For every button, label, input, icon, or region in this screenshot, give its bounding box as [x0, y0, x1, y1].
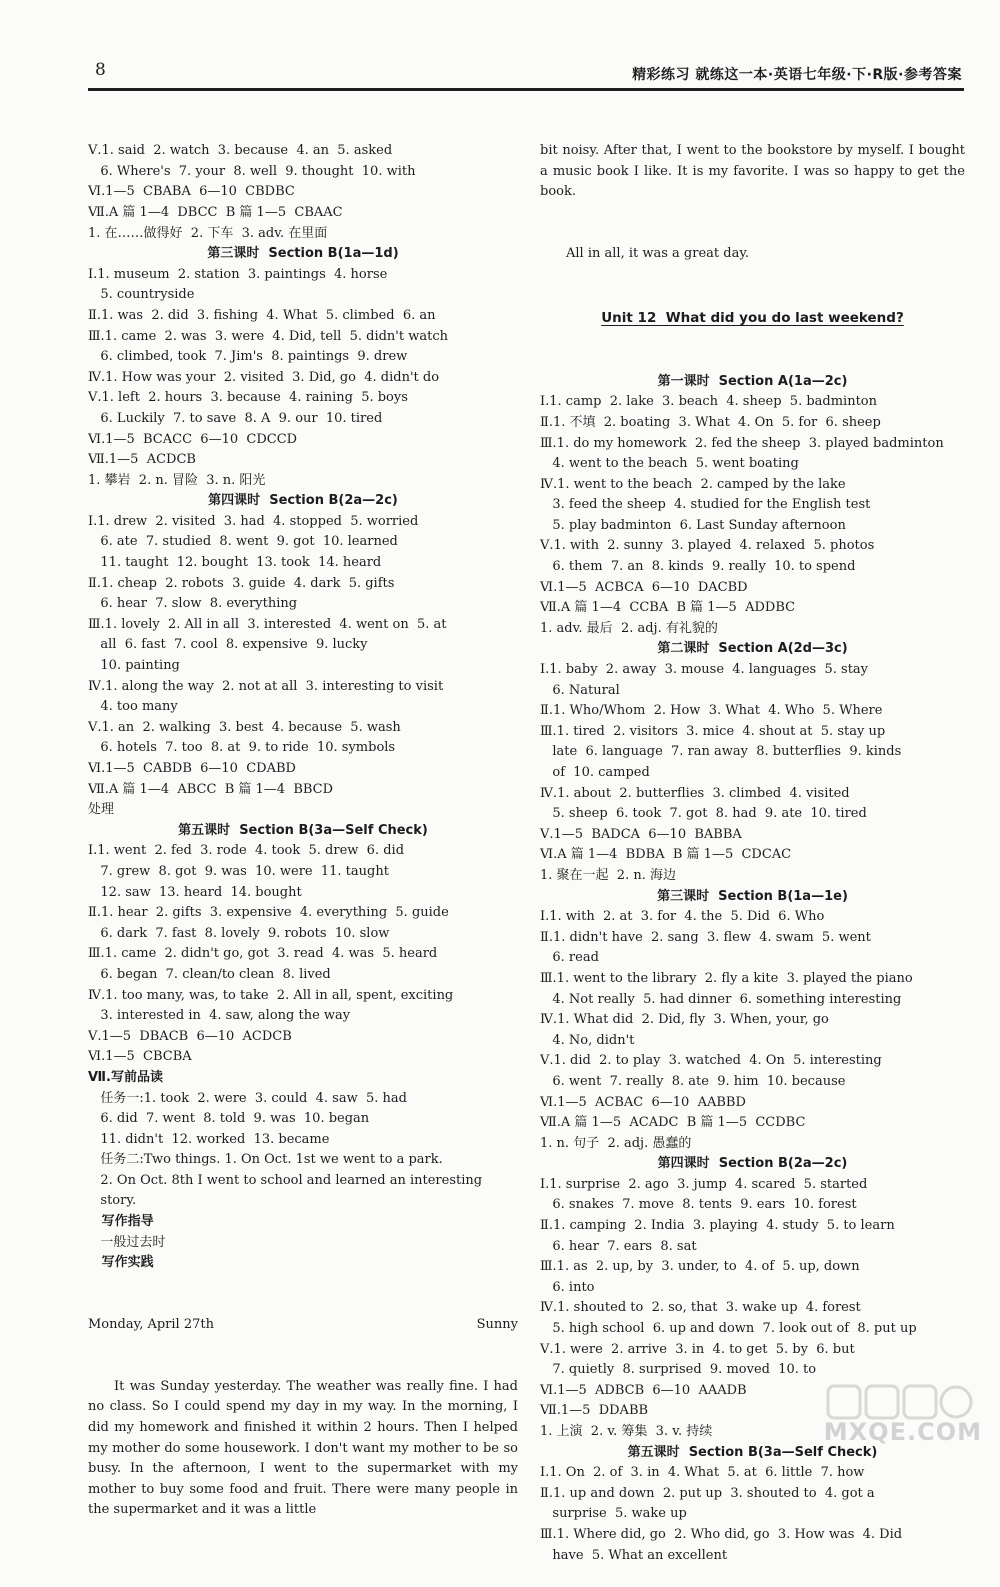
answer-line: Ⅱ.1. didn't have 2. sang 3. flew 4. swam 5. went: [540, 929, 871, 945]
answer-line: Ⅰ.1. with 2. at 3. for 4. the 5. Did 6. Who: [540, 909, 825, 925]
answer-line: Ⅲ.1. do my homework 2. fed the sheep 3. played badminton: [540, 435, 944, 451]
answer-line: Ⅶ.1—5 DDABB: [540, 1403, 649, 1419]
answer-line: 3. feed the sheep 4. studied for the English test: [540, 497, 871, 513]
answer-line: 11. taught 12. bought 13. took 14. heard: [88, 555, 382, 571]
answer-line: Ⅱ.1. hear 2. gifts 3. expensive 4. everything 5. guide: [88, 905, 449, 921]
answer-line: 1. 聚在一起 2. n. 海边: [540, 867, 676, 883]
answer-line: late 6. language 7. ran away 8. butterflies 9. kinds: [540, 744, 902, 760]
answer-line: Ⅴ.1—5 BADCA 6—10 BABBA: [540, 826, 742, 842]
answer-line: Ⅳ.1. about 2. butterflies 3. climbed 4. visited: [540, 785, 850, 801]
answer-line: Ⅶ.A 篇 1—4 DBCC B 篇 1—5 CBAAC: [88, 204, 343, 220]
answer-line: Ⅳ.1. went to the beach 2. camped by the lake: [540, 476, 846, 492]
answer-line: 1. 在……做得好 2. 下车 3. adv. 在里面: [88, 225, 328, 241]
answer-line: all 6. fast 7. cool 8. expensive 9. lucky: [88, 637, 368, 653]
answer-line: Ⅵ.A 篇 1—4 BDBA B 篇 1—5 CDCAC: [540, 847, 792, 863]
answer-line: Ⅵ.1—5 ACBAC 6—10 AABBD: [540, 1094, 746, 1110]
answer-line: 1. n. 句子 2. adj. 愚蠢的: [540, 1135, 692, 1151]
answer-line: 2. On Oct. 8th I went to school and learned an interesting: [88, 1172, 483, 1188]
answer-line: 1. 攀岩 2. n. 冒险 3. n. 阳光: [88, 472, 266, 488]
answer-line: Ⅵ.1—5 CBABA 6—10 CBDBC: [88, 184, 295, 200]
lesson-heading: 第五课时 Section B(3a—Self Check): [178, 822, 428, 838]
diary-header: [88, 1315, 518, 1336]
answer-line: 4. went to the beach 5. went boating: [540, 456, 799, 472]
lesson-heading: 第三课时 Section B(1a—1d): [207, 246, 399, 262]
page-number: 8: [95, 60, 106, 80]
answer-line: Ⅱ.1. was 2. did 3. fishing 4. What 5. climbed 6. an: [88, 307, 436, 323]
answer-line: Ⅶ.A 篇 1—4 ABCC B 篇 1—4 BBCD: [88, 781, 334, 797]
answer-line: 6. them 7. an 8. kinds 9. really 10. to spend: [540, 559, 856, 575]
answer-line: Ⅱ.1. camping 2. India 3. playing 4. study 5. to learn: [540, 1218, 895, 1234]
answer-line: 处理: [88, 802, 115, 818]
watermark-logo-icon: [826, 1382, 976, 1422]
answer-line: 6. read: [540, 950, 599, 966]
answer-line: Ⅲ.1. came 2. was 3. were 4. Did, tell 5. didn't watch: [88, 328, 448, 344]
answer-line: Ⅴ.1. an 2. walking 3. best 4. because 5. wash: [88, 719, 401, 735]
answer-line: 7. quietly 8. surprised 9. moved 10. to: [540, 1362, 817, 1378]
answer-line: 1. adv. 最后 2. adj. 有礼貌的: [540, 620, 718, 636]
answer-line: 7. grew 8. got 9. was 10. were 11. taught: [88, 863, 389, 879]
lesson-heading: 第二课时 Section A(2d—3c): [657, 641, 848, 657]
answer-line: Ⅳ.1. shouted to 2. so, that 3. wake up 4. forest: [540, 1300, 861, 1316]
unit-title: Unit 12 What did you do last weekend?: [601, 309, 904, 326]
answer-line: Ⅵ.1—5 CBCBA: [88, 1049, 192, 1065]
right-closing: All in all, it was a great day.: [566, 246, 750, 262]
lesson-heading: 第三课时 Section B(1a—1e): [657, 888, 848, 904]
answer-line: 11. didn't 12. worked 13. became: [88, 1131, 330, 1147]
answer-line: Ⅳ.1. along the way 2. not at all 3. interesting to visit: [88, 678, 444, 694]
answer-line: Ⅰ.1. On 2. of 3. in 4. What 5. at 6. little 7. how: [540, 1465, 865, 1481]
answer-line: 4. too many: [88, 699, 178, 715]
answer-line: 6. Luckily 7. to save 8. A 9. our 10. tired: [88, 410, 383, 426]
answer-line: of 10. camped: [540, 765, 650, 780]
answer-line: Ⅴ.1. left 2. hours 3. because 4. raining 5. boys: [88, 390, 408, 406]
answer-line: Ⅵ.1—5 ACBCA 6—10 DACBD: [540, 579, 748, 595]
answer-line: 6. hear 7. slow 8. everything: [88, 596, 298, 612]
answer-line: Ⅱ.1. up and down 2. put up 3. shouted to 4. got a: [540, 1485, 875, 1501]
answer-line: 6. hear 7. ears 8. sat: [540, 1238, 697, 1254]
answer-line: 3. interested in 4. saw, along the way: [88, 1008, 351, 1024]
answer-line: 6. hotels 7. too 8. at 9. to ride 10. symbols: [88, 740, 396, 756]
answer-line: 5. play badminton 6. Last Sunday afternoon: [540, 517, 846, 533]
header-title: 精彩练习 就练这一本·英语七年级·下·R版·参考答案: [632, 67, 962, 83]
answer-line: 10. painting: [88, 658, 180, 674]
answer-line: 6. began 7. clean/to clean 8. lived: [88, 966, 331, 982]
answer-line: Ⅱ.1. Who/Whom 2. How 3. What 4. Who 5. Where: [540, 703, 883, 719]
answer-line: 6. into: [540, 1279, 595, 1295]
answer-line: 6. dark 7. fast 8. lovely 9. robots 10. slow: [88, 925, 390, 941]
right-column: [540, 100, 965, 1587]
answer-line: Ⅰ.1. went 2. fed 3. rode 4. took 5. drew 6. did: [88, 843, 405, 859]
answer-line: 写作实践: [88, 1255, 154, 1271]
answer-line: Ⅳ.1. How was your 2. visited 3. Did, go 4. didn't do: [88, 369, 440, 385]
answer-line: Ⅶ.写前品读: [88, 1069, 163, 1085]
lesson-heading: 第四课时 Section B(2a—2c): [657, 1156, 848, 1172]
answer-line: 5. high school 6. up and down 7. look out of 8. put up: [540, 1321, 917, 1337]
left-column: [88, 100, 518, 1542]
answer-line: 6. snakes 7. move 8. tents 9. ears 10. forest: [540, 1197, 857, 1213]
answer-line: 6. Where's 7. your 8. well 9. thought 10. with: [88, 163, 416, 179]
answer-line: Ⅱ.1. cheap 2. robots 3. guide 4. dark 5. gifts: [88, 575, 395, 591]
answer-line: Ⅰ.1. surprise 2. ago 3. jump 4. scared 5. started: [540, 1176, 868, 1192]
answer-line: 5. sheep 6. took 7. got 8. had 9. ate 10. tired: [540, 806, 867, 822]
answer-line: Ⅴ.1. said 2. watch 3. because 4. an 5. asked: [88, 143, 393, 159]
right-continuation: bit noisy. After that, I went to the bookstore by myself. I bought a music book I like. It is my favorite. I was so happy to get the book.: [540, 143, 965, 200]
answer-line: Ⅶ.A 篇 1—5 ACADC B 篇 1—5 CCDBC: [540, 1115, 806, 1131]
answer-line: Ⅳ.1. too many, was, to take 2. All in all, spent, exciting: [88, 987, 454, 1003]
answer-line: 6. ate 7. studied 8. went 9. got 10. learned: [88, 534, 398, 550]
answer-line: Ⅵ.1—5 CABDB 6—10 CDABD: [88, 761, 296, 776]
answer-line: Ⅴ.1. were 2. arrive 3. in 4. to get 5. by 6. but: [540, 1341, 855, 1357]
answer-line: 4. Not really 5. had dinner 6. something interesting: [540, 991, 902, 1007]
answer-line: Ⅴ.1. did 2. to play 3. watched 4. On 5. interesting: [540, 1053, 882, 1069]
answer-line: 6. went 7. really 8. ate 9. him 10. because: [540, 1073, 846, 1089]
answer-line: 任务二:Two things. 1. On Oct. 1st we went to a park.: [88, 1152, 443, 1168]
answer-line: 写作指导: [88, 1214, 154, 1230]
answer-line: 6. Natural: [540, 682, 620, 698]
answer-line: Ⅲ.1. came 2. didn't go, got 3. read 4. was 5. heard: [88, 946, 438, 962]
answer-line: 6. did 7. went 8. told 9. was 10. began: [88, 1111, 370, 1127]
lesson-heading: 第五课时 Section B(3a—Self Check): [627, 1444, 878, 1460]
answer-line: Ⅲ.1. as 2. up, by 3. under, to 4. of 5. up, down: [540, 1259, 860, 1275]
answer-line: Ⅰ.1. drew 2. visited 3. had 4. stopped 5. worried: [88, 513, 419, 529]
answer-line: Ⅲ.1. went to the library 2. fly a kite 3. played the piano: [540, 970, 913, 986]
answer-line: Ⅰ.1. museum 2. station 3. paintings 4. horse: [88, 266, 388, 282]
answer-line: 任务一:1. took 2. were 3. could 4. saw 5. had: [88, 1090, 407, 1106]
answer-line: 4. No, didn't: [540, 1032, 635, 1048]
answer-line: Ⅰ.1. camp 2. lake 3. beach 4. sheep 5. badminton: [540, 394, 878, 410]
answer-line: Ⅲ.1. Where did, go 2. Who did, go 3. How was 4. Did: [540, 1526, 903, 1542]
answer-line: Ⅰ.1. baby 2. away 3. mouse 4. languages 5. stay: [540, 662, 869, 678]
answer-line: Ⅱ.1. 不填 2. boating 3. What 4. On 5. for 6. sheep: [540, 414, 881, 430]
diary-text: It was Sunday yesterday. The weather was really fine. I had no class. So I could spend my day in my way. In the morning, I did my homework and finished it within 2 hours. Then I helped my mother do some housework. I don't want my mother to be so busy. In the afternoon, I went to the supermarket with my mother to buy some food and fruit. There were many people in the supermarket and it was a little: [88, 1378, 518, 1518]
diary-weather: Sunny: [476, 1317, 518, 1333]
answer-line: Ⅴ.1—5 DBACB 6—10 ACDCB: [88, 1028, 292, 1044]
answer-line: 一般过去时: [88, 1234, 166, 1250]
answer-line: Ⅲ.1. tired 2. visitors 3. mice 4. shout at 5. stay up: [540, 723, 886, 739]
answer-line: Ⅵ.1—5 ADBCB 6—10 AAADB: [540, 1382, 747, 1398]
answer-line: Ⅳ.1. What did 2. Did, fly 3. When, your, go: [540, 1012, 829, 1028]
header-rule: [88, 88, 964, 91]
answer-line: 12. saw 13. heard 14. bought: [88, 884, 302, 900]
left-lines: [88, 141, 518, 1274]
answer-line: story.: [88, 1193, 137, 1209]
answer-line: Ⅴ.1. with 2. sunny 3. played 4. relaxed 5. photos: [540, 538, 875, 554]
answer-line: Ⅶ.A 篇 1—4 CCBA B 篇 1—5 ADDBC: [540, 600, 796, 616]
lesson-heading: 第一课时 Section A(1a—2c): [657, 373, 848, 389]
watermark-text: MXQE.COM: [823, 1418, 982, 1446]
diary-date: Monday, April 27th: [88, 1317, 214, 1333]
answer-line: 6. climbed, took 7. Jim's 8. paintings 9. drew: [88, 349, 408, 365]
lesson-heading: 第四课时 Section B(2a—2c): [208, 493, 398, 509]
answer-line: have 5. What an excellent: [540, 1547, 728, 1563]
answer-line: 1. 上演 2. v. 筹集 3. v. 持续: [540, 1424, 713, 1439]
answer-line: 5. countryside: [88, 287, 195, 303]
answer-line: Ⅵ.1—5 BCACC 6—10 CDCCD: [88, 431, 298, 447]
answer-line: Ⅶ.1—5 ACDCB: [88, 452, 196, 468]
answer-line: surprise 5. wake up: [540, 1506, 687, 1522]
answer-line: Ⅲ.1. lovely 2. All in all 3. interested 4. went on 5. at: [88, 616, 447, 632]
